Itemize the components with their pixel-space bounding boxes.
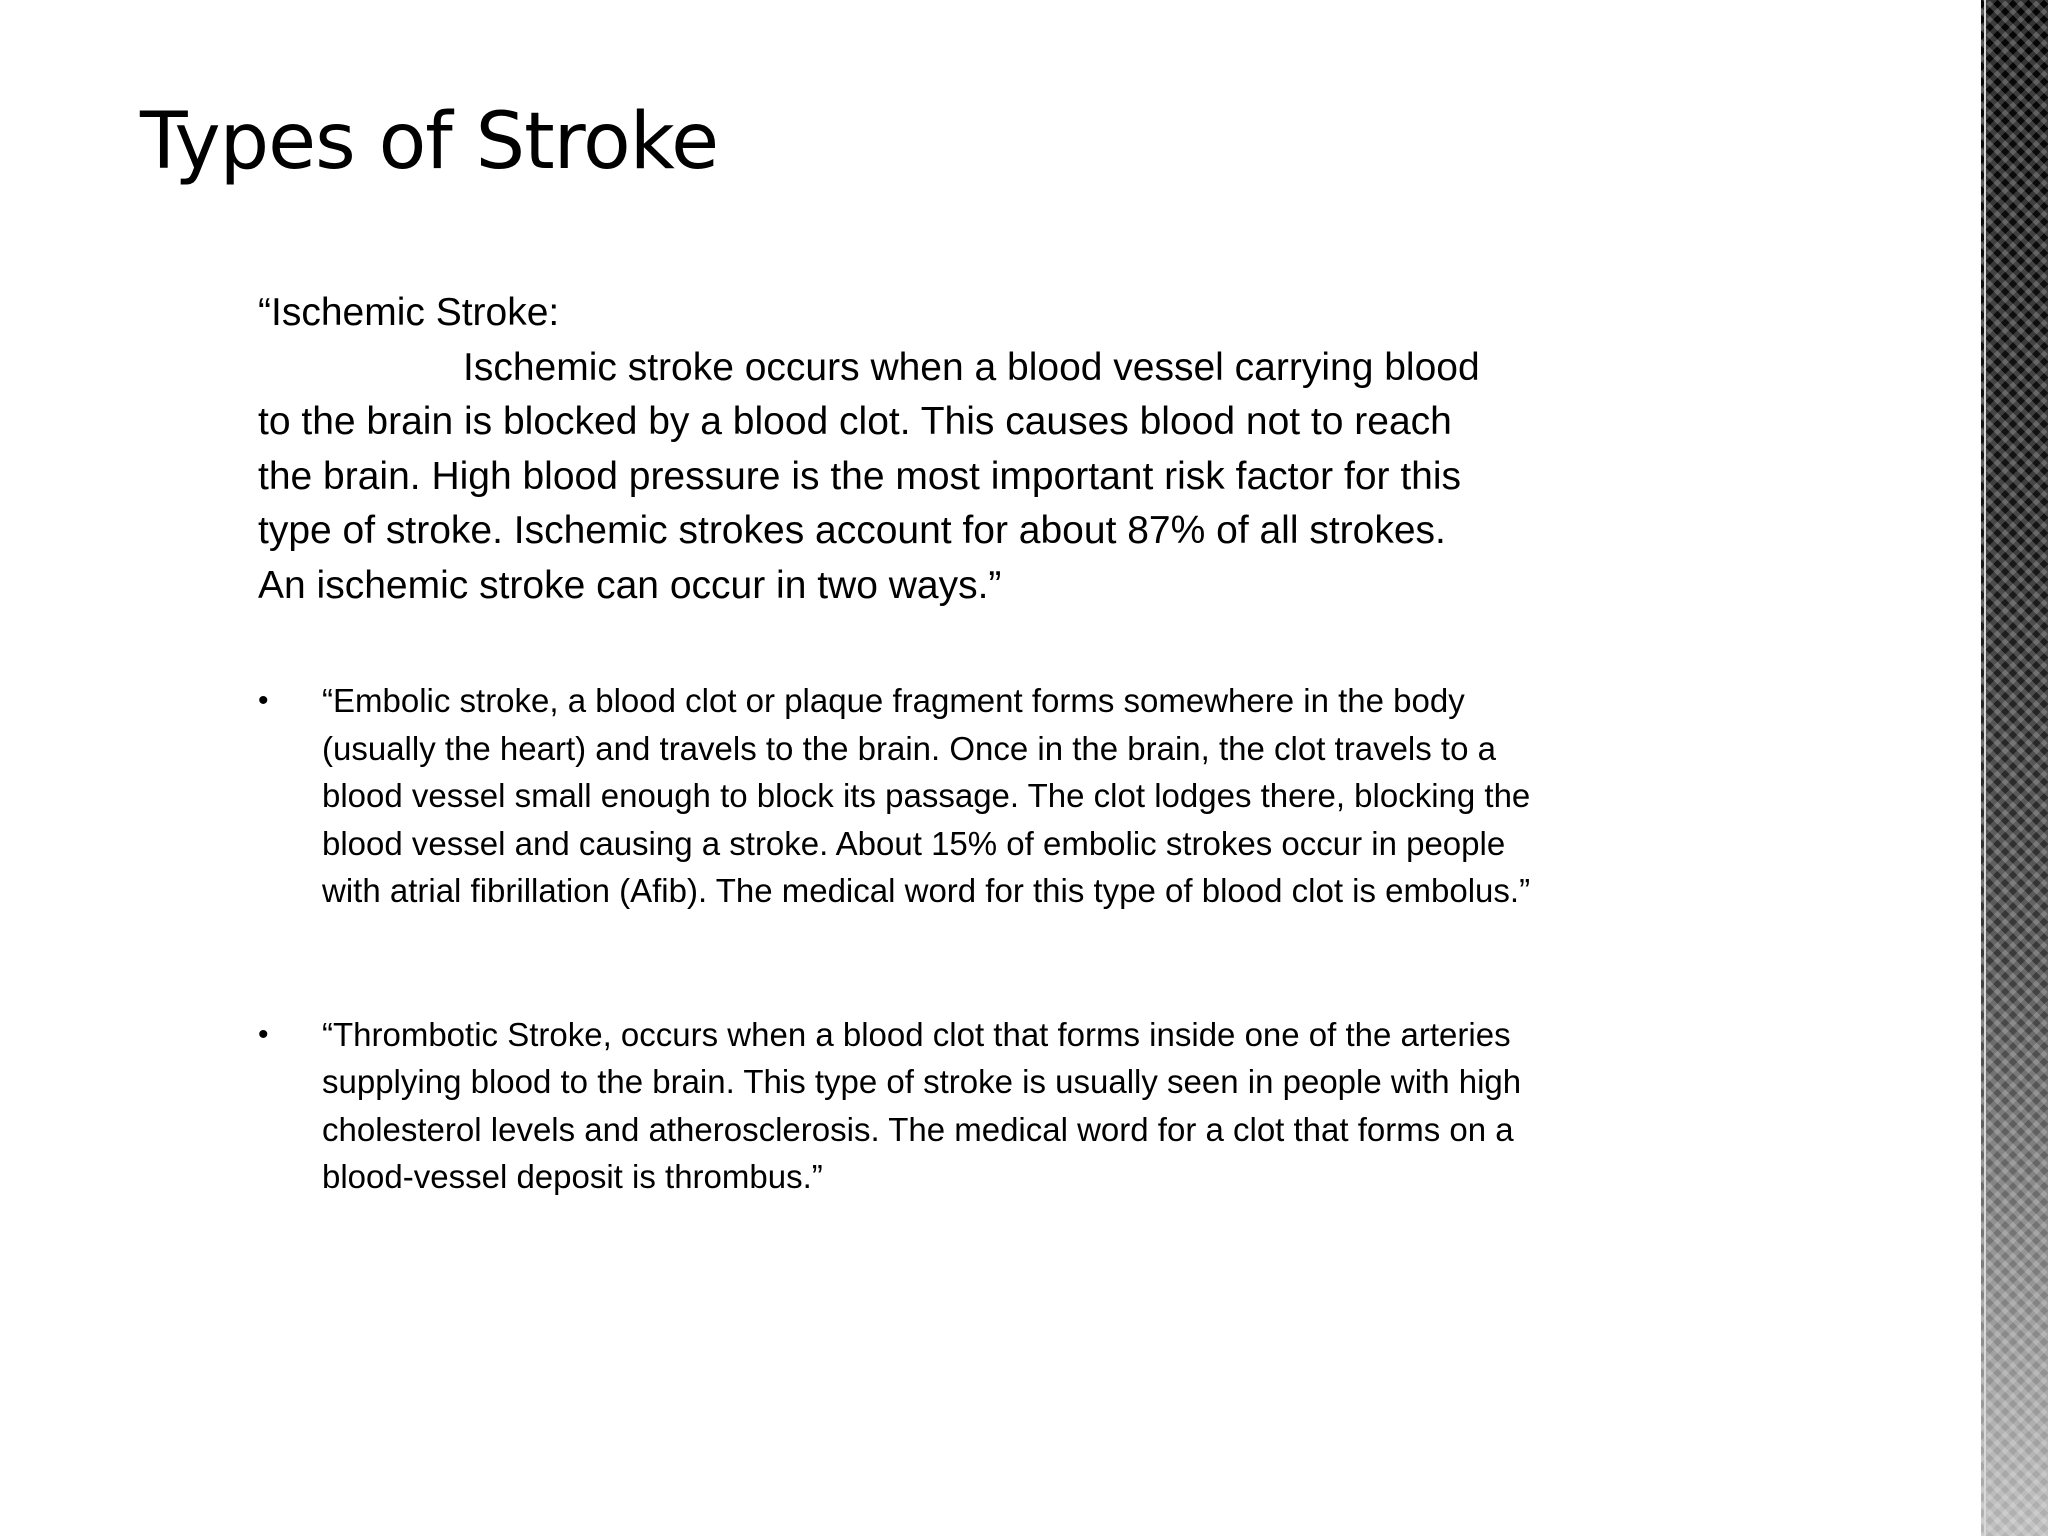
stroke-subtypes-list — [258, 677, 1531, 1201]
ischemic-paragraph — [258, 286, 1488, 613]
list-item-thrombotic — [258, 1011, 1537, 1201]
list-item-embolic — [258, 677, 1537, 915]
decorative-side-strip — [1978, 0, 2048, 1536]
ischemic-heading: “Ischemic Stroke: — [258, 291, 560, 334]
slide-body — [258, 286, 1531, 1201]
slide-title: Types of Stroke — [140, 97, 719, 187]
bullet-icon: • — [258, 684, 269, 717]
ischemic-text: Ischemic stroke occurs when a blood vessel carrying blood to the brain is blocked by a blood clot. This causes blood not to reach the brain. High blood pressure is the most important risk factor for this type of stroke. Ischemic strokes account for about 87% of all strokes. An ischemic stroke can occur in two ways.” — [258, 345, 1480, 607]
side-strip-line — [1984, 0, 1986, 1536]
embolic-text: “Embolic stroke, a blood clot or plaque fragment forms somewhere in the body (usually the heart) and travels to the brain. Once in the brain, the clot travels to a blood vessel small enough to block its passage. The clot lodges there, blocking the blood vessel and causing a stroke. About 15% of embolic strokes occur in people with atrial fibrillation (Afib). The medical word for this type of blood clot is embolus.” — [322, 682, 1531, 909]
bullet-icon: • — [258, 1017, 269, 1051]
thrombotic-text: “Thrombotic Stroke, occurs when a blood clot that forms inside one of the arteries supplying blood to the brain. This type of stroke is usually seen in people with high cholesterol levels and atherosclerosis. The medical word for a clot that forms on a blood-vessel deposit is thrombus.” — [322, 1015, 1522, 1195]
side-strip-edge — [1978, 0, 1981, 1536]
